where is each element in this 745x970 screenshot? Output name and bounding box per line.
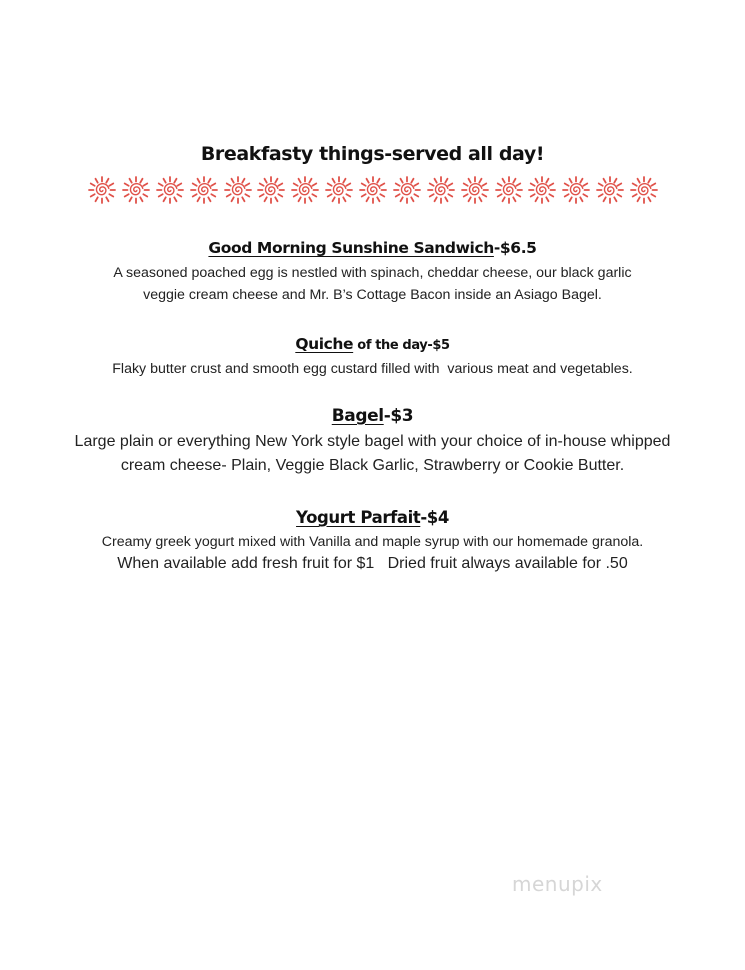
sun-swirl-icon [393,176,421,204]
sun-swirl-icon [325,176,353,204]
sun-swirl-icon [224,176,252,204]
description-line: veggie cream cheese and Mr. B’s Cottage Bacon inside an Asiago Bagel. [143,287,602,303]
sun-swirl-icon [122,176,150,204]
item-name: Good Morning Sunshine Sandwich [208,239,494,257]
sun-swirl-icon [461,176,489,204]
menu-section-title: Breakfasty things-served all day! [200,143,545,165]
item-name: Quiche [295,335,354,353]
sun-swirl-icon [257,176,285,204]
sun-swirl-icon [427,176,455,204]
sun-swirl-icon [291,176,319,204]
sun-swirl-icon [190,176,218,204]
sun-swirl-icon [528,176,556,204]
sun-swirl-icon [562,176,590,204]
menu-item-bagel [0,406,745,478]
description-line: When available add fresh fruit for $1 Dried fruit always available for .50 [117,555,628,572]
item-price: -$4 [420,508,449,527]
sun-swirl-icon [596,176,624,204]
item-price: -$5 [427,338,450,353]
menu-item-sunshine-sandwich [0,239,745,306]
item-description [0,531,745,575]
description-line: Creamy greek yogurt mixed with Vanilla and maple syrup with our homemade granola. [101,534,644,550]
sun-swirl-icon [359,176,387,204]
item-heading [0,406,745,426]
sun-swirl-icon [88,176,116,204]
item-heading [0,239,745,257]
description-line: Flaky butter crust and smooth egg custard filled with various meat and vegetables. [112,361,633,377]
sun-swirl-icon [495,176,523,204]
description-line: Large plain or everything New York style bagel with your choice of in-house whipped [74,433,671,450]
menupix-watermark: menupix [512,872,603,896]
item-name-suffix: of the day [353,338,428,353]
item-price: -$3 [383,406,414,426]
item-description [0,262,745,306]
item-heading [0,508,745,527]
item-name: Bagel [331,406,384,426]
item-description [0,430,745,478]
sun-swirl-icon [156,176,184,204]
item-heading [0,335,745,353]
menu-item-yogurt-parfait [0,508,745,575]
sun-swirl-icon [630,176,658,204]
description-line: cream cheese- Plain, Veggie Black Garlic, Strawberry or Cookie Butter. [120,457,625,474]
item-description [0,358,745,380]
item-price: -$6.5 [493,239,537,257]
description-line: A seasoned poached egg is nestled with spinach, cheddar cheese, our black garlic [113,265,632,281]
item-name: Yogurt Parfait [296,508,421,527]
sun-divider [88,175,658,205]
menu-item-quiche [0,335,745,380]
